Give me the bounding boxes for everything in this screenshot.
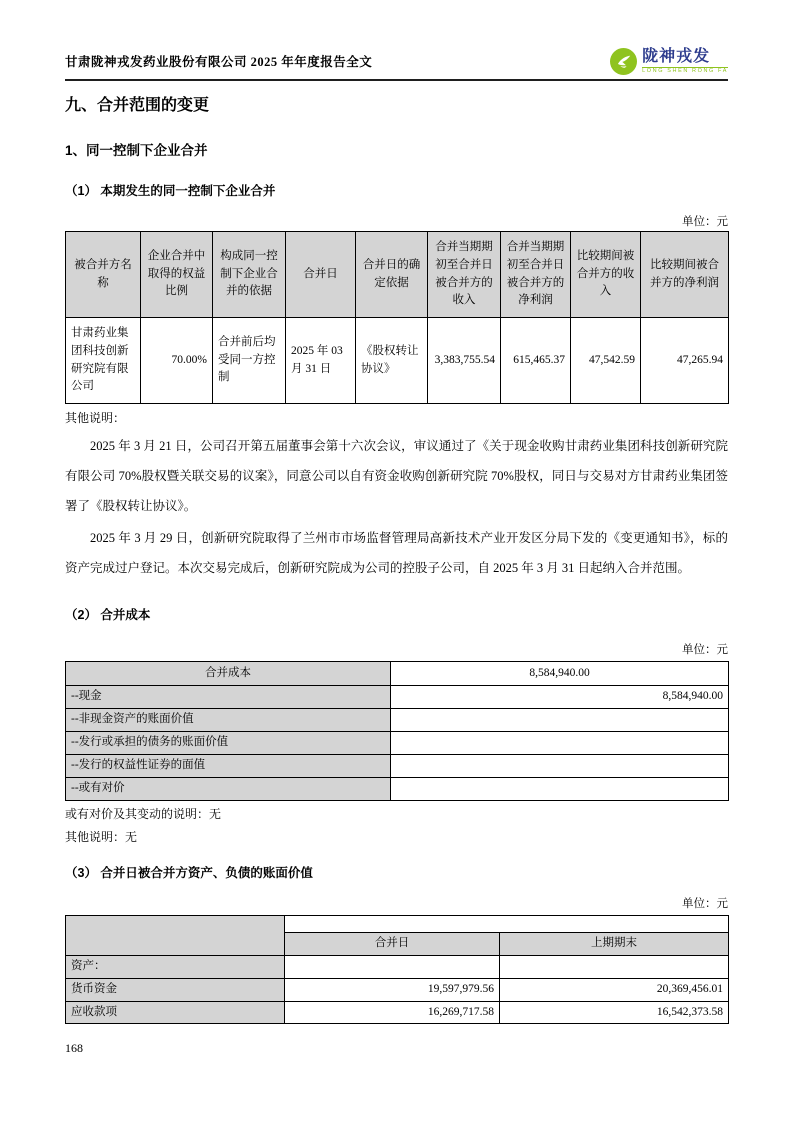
subsection-heading-1-1: （1） 本期发生的同一控制下企业合并	[65, 184, 276, 198]
equity-ratio-cell: 70.00%	[141, 318, 213, 404]
col-header-prior-period: 上期期末	[500, 933, 729, 956]
col-header: 合并日的确定依据	[356, 232, 428, 318]
corner-cell	[66, 916, 285, 956]
subsection-heading-1-2: （2） 合并成本	[65, 608, 151, 622]
company-logo	[610, 48, 728, 78]
table-row	[66, 755, 729, 778]
table-row	[66, 318, 729, 404]
col-header: 合并日	[286, 232, 356, 318]
col-header: 比较期间被合并方的净利润	[641, 232, 729, 318]
logo-text	[642, 49, 728, 75]
receivables-prior-period: 16,542,373.58	[500, 1001, 729, 1024]
equity-securities-value	[391, 755, 729, 778]
monetary-funds-label: 货币资金	[66, 978, 285, 1001]
other-notes-label: 其他说明：	[65, 411, 126, 425]
section-heading-9: 九、合并范围的变更	[65, 97, 210, 114]
merger-cost-label: 合并成本	[66, 662, 391, 686]
assets-prior-period-value	[500, 956, 729, 979]
equity-securities-label: --发行的权益性证券的面值	[66, 755, 391, 778]
table-row	[66, 732, 729, 755]
contingent-consideration-label: --或有对价	[66, 778, 391, 801]
table-spacer-row	[66, 916, 729, 933]
noncash-assets-label: --非现金资产的账面价值	[66, 709, 391, 732]
monetary-funds-merge-date: 19,597,979.56	[285, 978, 500, 1001]
contingent-consideration-value	[391, 778, 729, 801]
noncash-assets-value	[391, 709, 729, 732]
contingent-consideration-note: 或有对价及其变动的说明：无	[65, 807, 222, 821]
col-header: 比较期间被合并方的收入	[571, 232, 641, 318]
merge-date-cell: 2025 年 03 月 31 日	[286, 318, 356, 404]
table-row	[66, 709, 729, 732]
empty-header-cell	[285, 916, 729, 933]
debt-issued-value	[391, 732, 729, 755]
debt-issued-label: --发行或承担的债务的账面价值	[66, 732, 391, 755]
table-header-row	[66, 232, 729, 318]
unit-label-3: 单位：元	[682, 898, 728, 910]
acquiree-name-cell: 甘肃药业集团科技创新研究院有限公司	[66, 318, 141, 404]
comparative-net-profit-cell: 47,265.94	[641, 318, 729, 404]
merge-date-basis-cell: 《股权转让协议》	[356, 318, 428, 404]
table-row	[66, 778, 729, 801]
table-row	[66, 956, 729, 979]
merger-cost-table	[65, 661, 729, 801]
acquiree-book-value-table	[65, 915, 729, 1024]
table-row	[66, 1001, 729, 1024]
page-header	[65, 42, 728, 78]
net-profit-to-merge-date-cell: 615,465.37	[501, 318, 571, 404]
comparative-revenue-cell: 47,542.59	[571, 318, 641, 404]
common-control-combination-table	[65, 231, 729, 404]
note-paragraph-2: 2025 年 3 月 29 日，创新研究院取得了兰州市市场监督管理局高新技术产业开发区分局下发的《变更通知书》，标的资产完成过户登记。本次交易完成后，创新研究院成为公司的控股子公司，自 2025 年 3 月 31 日起纳入合并范围。	[65, 531, 728, 575]
subsection-heading-1-3: （3） 合并日被合并方资产、负债的账面价值	[65, 866, 313, 880]
page-number: 168	[65, 1041, 83, 1055]
cash-label: --现金	[66, 686, 391, 709]
note-paragraph-1: 2025 年 3 月 21 日，公司召开第五届董事会第十六次会议，审议通过了《关于现金收购甘肃药业集团科技创新研究院有限公司 70%股权暨关联交易的议案》，同意公司以自有资金收购创新研究院 70%股权，同日与交易对方甘肃药业集团签署了《股权转让协议》。	[65, 439, 728, 513]
document-title: 甘肃陇神戎发药业股份有限公司 2025 年年度报告全文	[65, 55, 373, 69]
header-divider	[65, 79, 728, 81]
cash-value: 8,584,940.00	[391, 686, 729, 709]
monetary-funds-prior-period: 20,369,456.01	[500, 978, 729, 1001]
receivables-label: 应收款项	[66, 1001, 285, 1024]
assets-section-label: 资产：	[66, 956, 285, 979]
col-header: 合并当期期初至合并日被合并方的净利润	[501, 232, 571, 318]
col-header: 企业合并中取得的权益比例	[141, 232, 213, 318]
unit-label-1: 单位：元	[682, 216, 728, 228]
assets-merge-date-value	[285, 956, 500, 979]
col-header: 合并当期期初至合并日被合并方的收入	[428, 232, 501, 318]
other-note: 其他说明：无	[65, 830, 138, 844]
col-header-merge-date: 合并日	[285, 933, 500, 956]
revenue-to-merge-date-cell: 3,383,755.54	[428, 318, 501, 404]
subsection-heading-1: 1、同一控制下企业合并	[65, 143, 208, 158]
table-row	[66, 686, 729, 709]
table-row	[66, 662, 729, 686]
table-row	[66, 978, 729, 1001]
col-header: 构成同一控制下企业合并的依据	[213, 232, 286, 318]
unit-label-2: 单位：元	[682, 644, 728, 656]
logo-bird-icon	[610, 48, 637, 75]
merger-cost-total: 8,584,940.00	[391, 662, 729, 686]
col-header: 被合并方名称	[66, 232, 141, 318]
logo-english-name: LONG SHEN RONG FA	[642, 67, 728, 74]
logo-chinese-name: 陇神戎发	[642, 47, 711, 65]
receivables-merge-date: 16,269,717.58	[285, 1001, 500, 1024]
basis-cell: 合并前后均受同一方控制	[213, 318, 286, 404]
